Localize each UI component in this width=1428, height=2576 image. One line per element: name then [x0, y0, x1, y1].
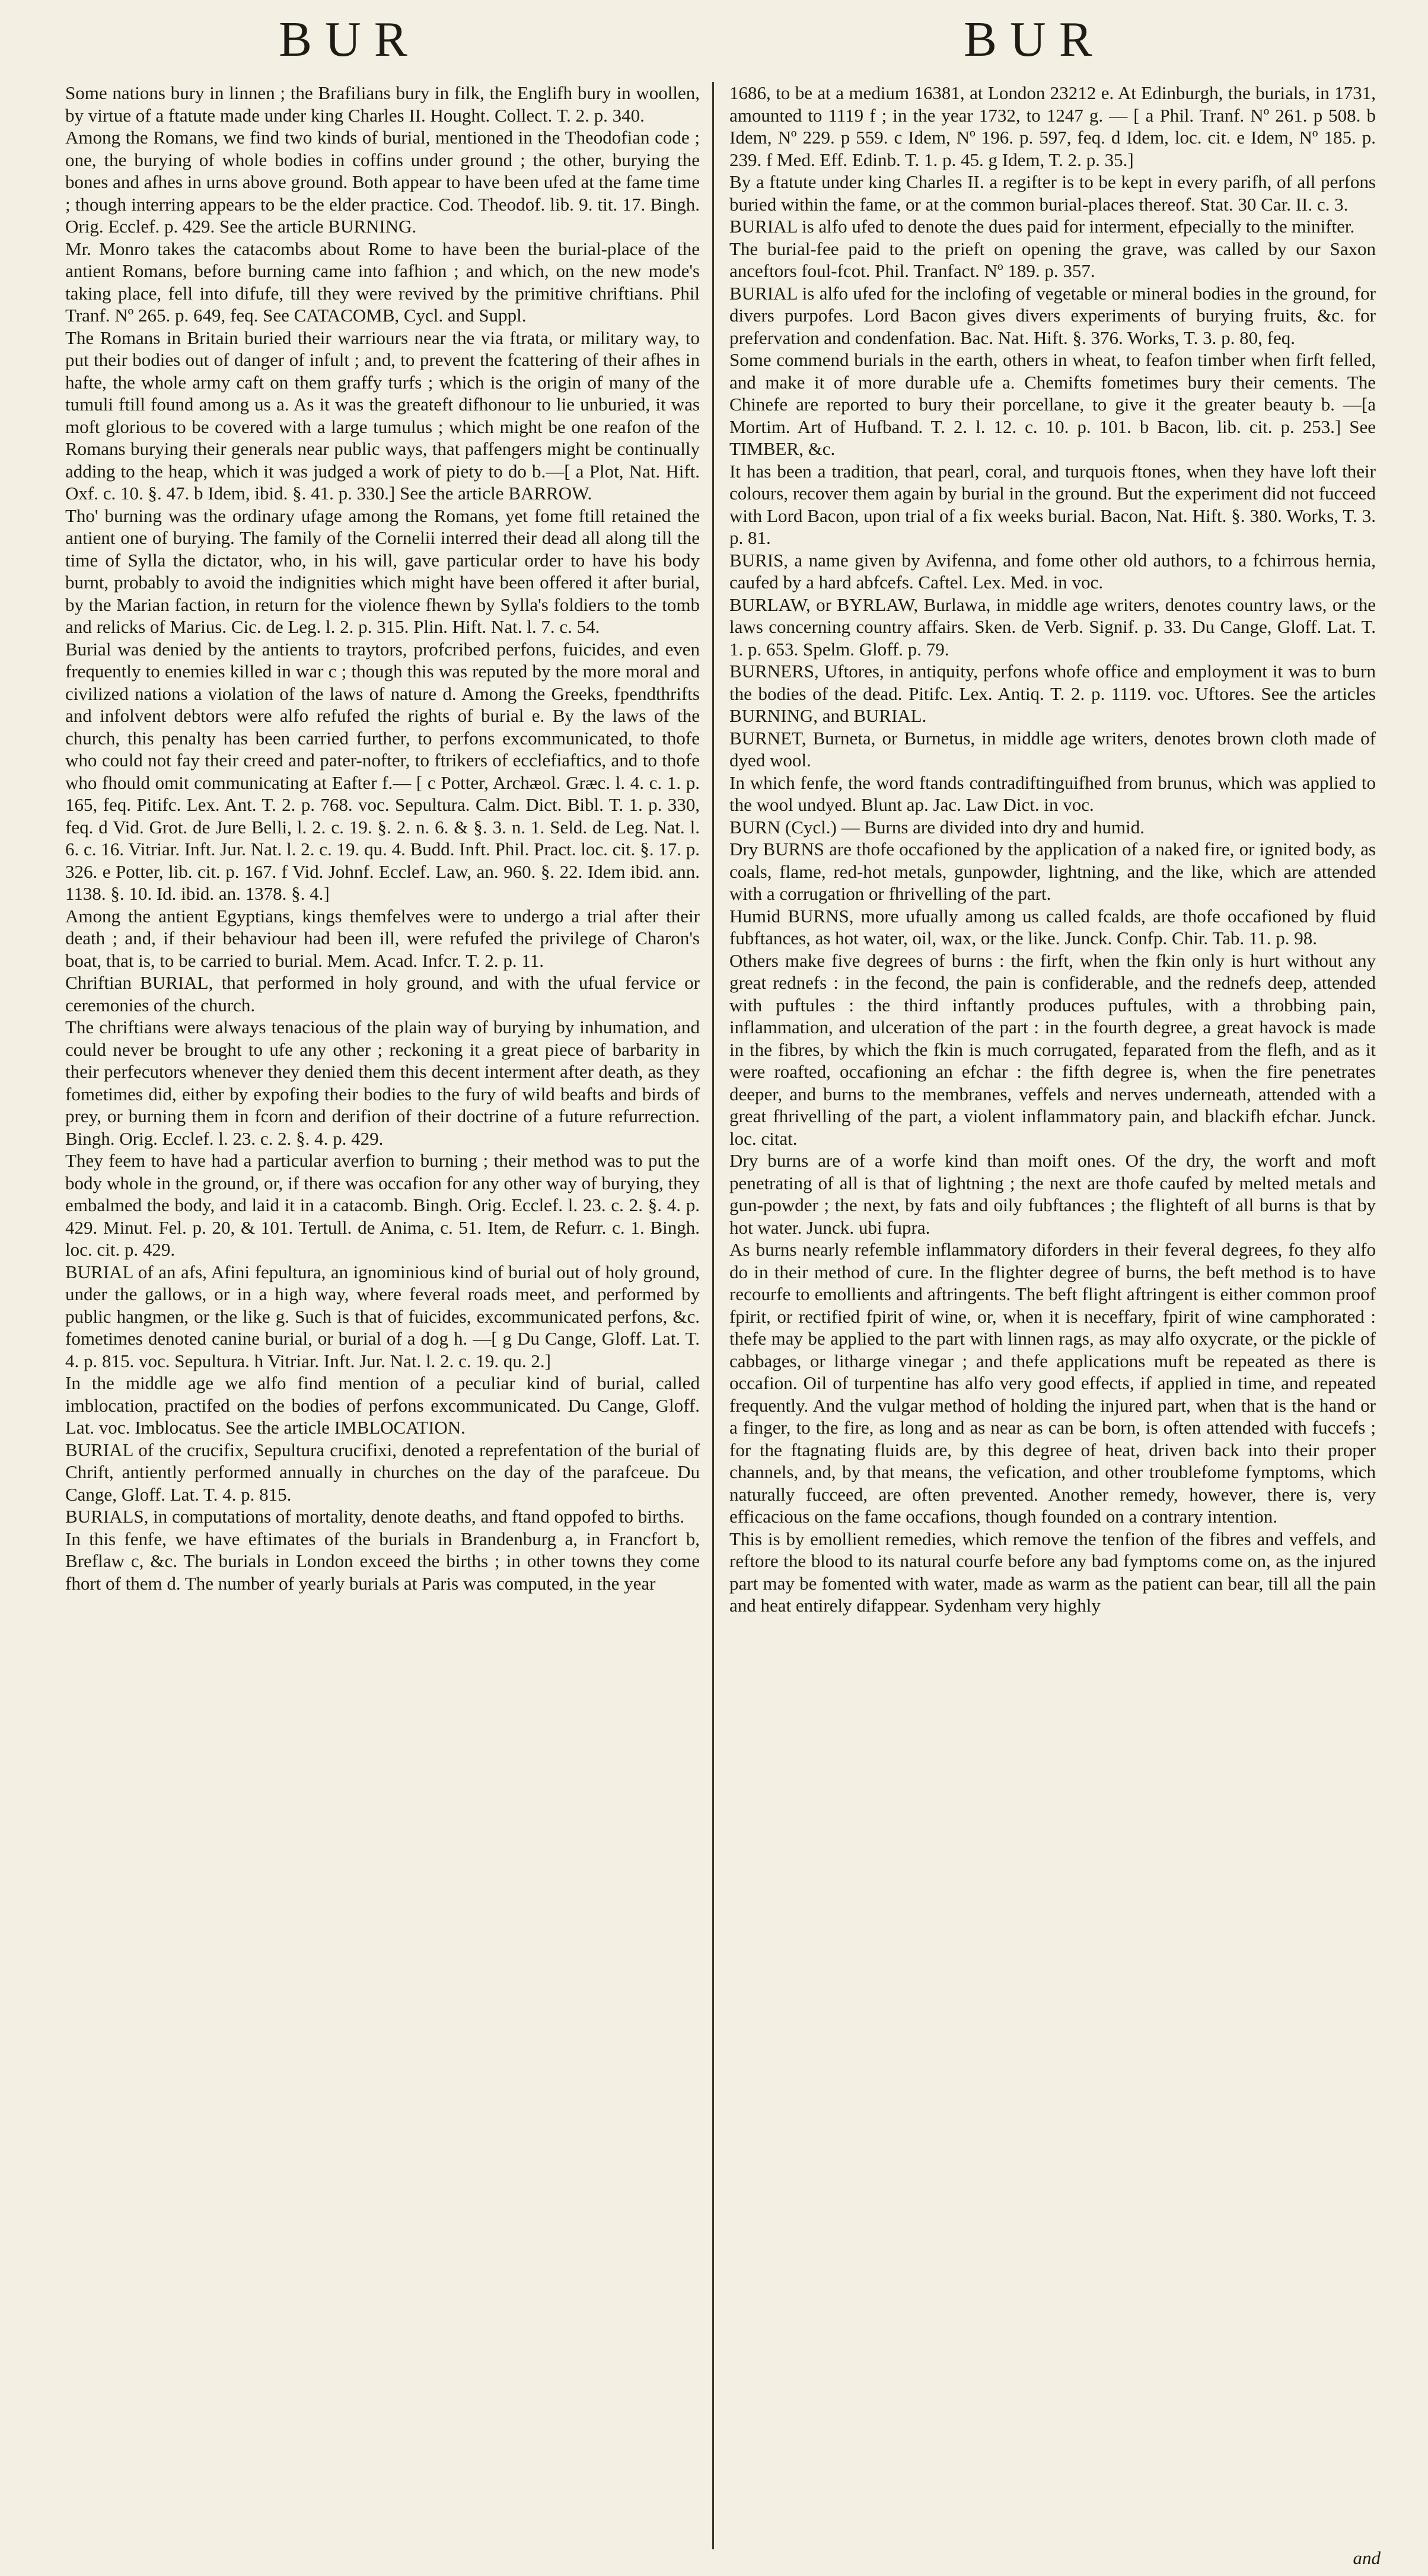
paragraph: Dry burns are of a worfe kind than moift ones. Of the dry, the worft and moft penetrating of all is that of lightning ; the next are thofe caufed by melted metals and gun-powder ; the next, by fats and oily fubftances ; the flighteft of all burns is that by hot water. Junck. ubi fupra.	[729, 1150, 1376, 1238]
paragraph: BURIAL is alfo ufed to denote the dues paid for interment, efpecially to the minifter.	[729, 216, 1355, 237]
paragraph: In this fenfe, we have eftimates of the burials in Brandenburg a, in Francfort b, Breflaw c, &c. The burials in London exceed the births ; in other towns they come fhort of them d. The number of yearly burials at Paris was computed, in the year	[65, 1528, 700, 1594]
paragraph: The chriftians were always tenacious of the plain way of burying by inhumation, and could never be brought to ufe any other ; reckoning it a great piece of barbarity in their perfecutors whenever they denied them this decent interment after death, as they fometimes did, either by expofing their bodies to the fury of wild beafts and birds of prey, or burning them in fcorn and derifion of their doctrine of a future refurrection. Bingh. Orig. Ecclef. l. 23. c. 2. §. 4. p. 429.	[65, 1017, 700, 1149]
paragraph: By a ftatute under king Charles II. a regifter is to be kept in every parifh, of all perfons buried within the fame, or at the common burial-places thereof. Stat. 30 Car. II. c. 3.	[729, 171, 1376, 215]
paragraph: Humid BURNS, more ufually among us called fcalds, are thofe occafioned by fluid fubftances, as hot water, oil, wax, or the like. Junck. Confp. Chir. Tab. 11. p. 98.	[729, 905, 1376, 948]
paragraph: This is by emollient remedies, which remove the tenfion of the fibres and veffels, and reftore the blood to its natural courfe before any bad fymptoms come on, as the injured part may be fomented with water, made as warm as the patient can bear, till all the pain and heat entirely difappear. Sydenham very highly	[729, 1528, 1376, 1616]
paragraph: Some nations bury in linnen ; the Brafilians bury in filk, the Englifh bury in woollen, by virtue of a ftatute made under king Charles II. Hought. Collect. T. 2. p. 340.	[65, 82, 700, 126]
running-head-left: BUR	[279, 12, 420, 67]
paragraph: Mr. Monro takes the catacombs about Rome to have been the burial-place of the antient Romans, before burning came into fafhion ; and which, on the new mode's taking place, fell into difufe, till they were revived by the primitive chriftians. Phil Tranf. Nº 265. p. 649, feq. See CATACOMB, Cycl. and Suppl.	[65, 238, 700, 326]
paragraph: In which fenfe, the word ftands contradiftinguifhed from brunus, which was applied to the wool undyed. Blunt ap. Jac. Law Dict. in voc.	[729, 772, 1376, 815]
page-header	[0, 11, 1428, 76]
paragraph: As burns nearly refemble inflammatory diforders in their feveral degrees, fo they alfo do in their method of cure. In the flighter degree of burns, the beft method is to have recourfe to emollients and aftringents. The beft flight aftringent is either common proof fpirit, or rectified fpirit of wine, or, when it is neceffary, fpirit of wine camphorated : thefe may be applied to the part with linnen rags, as may alfo oxycrate, or the pickle of cabbages, or litharge vinegar ; and thefe applications muft be repeated as there is occafion. Oil of turpentine has alfo very good effects, if applied in time, and repeated frequently. And the vulgar method of holding the injured part, when that is the hand or a finger, to the fire, as long and as near as can be born, is often attended with fuccefs ; for the ftagnating fluids are, by this degree of heat, driven back into their proper channels, and, by that means, the vefication, and other troublefome fymptoms, which naturally fucceed, are often prevented. Another remedy, however, there is, very efficacious on the fame occafions, though founded on a contrary intention.	[729, 1239, 1376, 1527]
paragraph: The burial-fee paid to the prieft on opening the grave, was called by our Saxon anceftors foul-fcot. Phil. Tranfact. Nº 189. p. 357.	[729, 238, 1376, 281]
paragraph: Among the Romans, we find two kinds of burial, mentioned in the Theodofian code ; one, the burying of whole bodies in coffins under ground ; the other, burying the bones and afhes in urns above ground. Both appear to have been ufed at the fame time ; though interring appears to be the elder practice. Cod. Theodof. lib. 9. tit. 17. Bingh. Orig. Ecclef. p. 429. See the article BURNING.	[65, 127, 700, 237]
paragraph: BURN (Cycl.) — Burns are divided into dry and humid.	[729, 816, 1145, 838]
paragraph: BURLAW, or BYRLAW, Burlawa, in middle age writers, denotes country laws, or the laws concerning country affairs. Sken. de Verb. Signif. p. 33. Du Cange, Gloff. Lat. T. 1. p. 653. Spelm. Gloff. p. 79.	[729, 594, 1376, 660]
paragraph: BURIALS, in computations of mortality, denote deaths, and ftand oppofed to births.	[65, 1506, 685, 1527]
paragraph: BURIAL of an afs, Afini fepultura, an ignominious kind of burial out of holy ground, under the gallows, or in a high way, where feveral roads meet, and performed by public hangmen, or the like g. Such is that of fuicides, excommunicated perfons, &c. fometimes denoted canine burial, or burial of a dog h. —[ g Du Cange, Gloff. Lat. T. 4. p. 815. voc. Sepultura. h Vitriar. Inft. Jur. Nat. l. 2. c. 19. qu. 2.]	[65, 1261, 700, 1371]
paragraph: BURNERS, Uftores, in antiquity, perfons whofe office and employment it was to burn the bodies of the dead. Pitifc. Lex. Antiq. T. 2. p. 1119. voc. Uftores. See the articles BURNING, and BURIAL.	[729, 661, 1376, 726]
running-head-right: BUR	[964, 12, 1105, 67]
paragraph: Burial was denied by the antients to traytors, profcribed perfons, fuicides, and even frequently to enemies killed in war c ; though this was reputed by the more moral and civilized nations a violation of the laws of nature d. Among the Greeks, fpendthrifts and infolvent debtors were alfo refufed the rights of burial e. By the laws of the church, this penalty has been carried further, to perfons excommunicated, to thofe who could not fay their creed and pater-nofter, to ftrikers of ecclefiaftics, and to thofe who fhould omit communicating at Eafter f.— [ c Potter, Archæol. Græc. l. 4. c. 1. p. 165, feq. Pitifc. Lex. Ant. T. 2. p. 768. voc. Sepultura. Calm. Dict. Bibl. T. 1. p. 330, feq. d Vid. Grot. de Jure Belli, l. 2. c. 19. §. 2. n. 6. & §. 3. n. 1. Seld. de Leg. Nat. l. 6. c. 16. Vitriar. Inft. Jur. Nat. l. 2. c. 19. qu. 4. Budd. Inft. Phil. Pract. loc. cit. §. 17. p. 326. e Potter, lib. cit. p. 167. f Vid. Johnf. Ecclef. Law, an. 960. §. 22. Idem ibid. ann. 1138. §. 10. Id. ibid. an. 1378. §. 4.]	[65, 638, 700, 904]
paragraph: Chriftian BURIAL, that performed in holy ground, and with the ufual fervice or ceremonies of the church.	[65, 972, 700, 1015]
paragraph: Dry BURNS are thofe occafioned by the application of a naked fire, or ignited body, as coals, flame, red-hot metals, gunpowder, lightning, and the like, which are attended with a corrugation or fhrivelling of the part.	[729, 839, 1376, 904]
paragraph: Some commend burials in the earth, others in wheat, to feafon timber when firft felled, and make it of more durable ufe a. Chemifts fometimes bury their cements. The Chinefe are reported to bury their porcellane, to give it the greater beauty b. —[a Mortim. Art of Hufband. T. 2. l. 12. c. 10. p. 101. b Bacon, lib. cit. p. 253.] See TIMBER, &c.	[729, 349, 1376, 459]
paragraph: Others make five degrees of burns : the firft, when the fkin only is hurt without any great rednefs : in the fecond, the pain is confiderable, and the rednefs deep, attended with puftules : the third inftantly produces puftules, with a throbbing pain, inflammation, and ulceration of the part : in the fourth degree, a great havock is made in the fibres, by which the fkin is much corrugated, feparated from the flefh, and as it were roafted, occafioning an efchar : the fifth degree is, when the fire penetrates deeper, and burns to the membranes, veffels and nerves underneath, attended with a great fhrivelling of the part, a violent inflammatory pain, and blackifh efchar. Junck. loc. citat.	[729, 950, 1376, 1149]
right-column	[729, 82, 1376, 2558]
paragraph: It has been a tradition, that pearl, coral, and turquois ftones, when they have loft their colours, recover them again by burial in the ground. But the experiment did not fucceed with Lord Bacon, upon trial of a fix weeks burial. Bacon, Nat. Hift. §. 380. Works, T. 3. p. 81.	[729, 460, 1376, 548]
paragraph: BURIAL of the crucifix, Sepultura crucifixi, denoted a reprefentation of the burial of Chrift, antiently performed annually in churches on the day of the parafceue. Du Cange, Gloff. Lat. T. 4. p. 815.	[65, 1439, 700, 1505]
catchword: and	[1353, 2548, 1381, 2568]
paragraph: 1686, to be at a medium 16381, at London 23212 e. At Edinburgh, the burials, in 1731, amounted to 1119 f ; in the year 1732, to 1247 g. — [ a Phil. Tranf. Nº 261. p 508. b Idem, Nº 229. p 559. c Idem, Nº 196. p. 597, feq. d Idem, loc. cit. e Idem, Nº 185. p. 239. f Med. Eff. Edinb. T. 1. p. 45. g Idem, T. 2. p. 35.]	[729, 82, 1376, 170]
paragraph: In the middle age we alfo find mention of a peculiar kind of burial, called imblocation, practifed on the bodies of perfons excommunicated. Du Cange, Gloff. Lat. voc. Imblocatus. See the article IMBLOCATION.	[65, 1373, 700, 1438]
paragraph: BURIAL is alfo ufed for the inclofing of vegetable or mineral bodies in the ground, for divers purpofes. Lord Bacon gives divers experiments of burying fruits, &c. for prefervation and condenfation. Bac. Nat. Hift. §. 376. Works, T. 3. p. 80, feq.	[729, 282, 1376, 348]
paragraph: They feem to have had a particular averfion to burning ; their method was to put the body whole in the ground, or, if there was occafion for any other way of burying, they embalmed the body, and laid it in a catacomb. Bingh. Orig. Ecclef. l. 23. c. 2. §. 4. p. 429. Minut. Fel. p. 20, & 101. Tertull. de Anima, c. 51. Item, de Refurr. c. 1. Bingh. loc. cit. p. 429.	[65, 1150, 700, 1260]
paragraph: BURIS, a name given by Avifenna, and fome other old authors, to a fchirrous hernia, caufed by a hard abfcefs. Caftel. Lex. Med. in voc.	[729, 549, 1376, 593]
paragraph: BURNET, Burneta, or Burnetus, in middle age writers, denotes brown cloth made of dyed wool.	[729, 727, 1376, 770]
column-divider	[712, 82, 714, 2549]
paragraph: Among the antient Egyptians, kings themfelves were to undergo a trial after their death ; and, if their behaviour had been ill, were refufed the privilege of Charon's boat, that is, to be carried to burial. Mem. Acad. Infcr. T. 2. p. 11.	[65, 905, 700, 971]
left-column	[65, 82, 700, 2558]
paragraph: The Romans in Britain buried their warriours near the via ftrata, or military way, to put their bodies out of danger of infult ; and, to prevent the fcattering of their afhes in hafte, the whole army caft on them graffy turfs ; which is the origin of many of the tumuli ftill found among us a. As it was the greateft difhonour to lie unburied, it was moft glorious to be covered with a large tumulus ; which might be one reafon of the Romans burying their generals near public ways, that paffengers might be continually adding to the heap, which it was judged a work of piety to do b.—[ a Plot, Nat. Hift. Oxf. c. 10. §. 47. b Idem, ibid. §. 41. p. 330.] See the article BARROW.	[65, 327, 700, 504]
paragraph: Tho' burning was the ordinary ufage among the Romans, yet fome ftill retained the antient one of burying. The family of the Cornelii interred their dead all along till the time of Sylla the dictator, who, in his will, gave particular order to have his body burnt, probably to avoid the indignities which might have been offered it after burial, by the Marian faction, in return for the violence fhewn by Sylla's foldiers to the tomb and relicks of Marius. Cic. de Leg. l. 2. p. 315. Plin. Hift. Nat. l. 7. c. 54.	[65, 505, 700, 637]
